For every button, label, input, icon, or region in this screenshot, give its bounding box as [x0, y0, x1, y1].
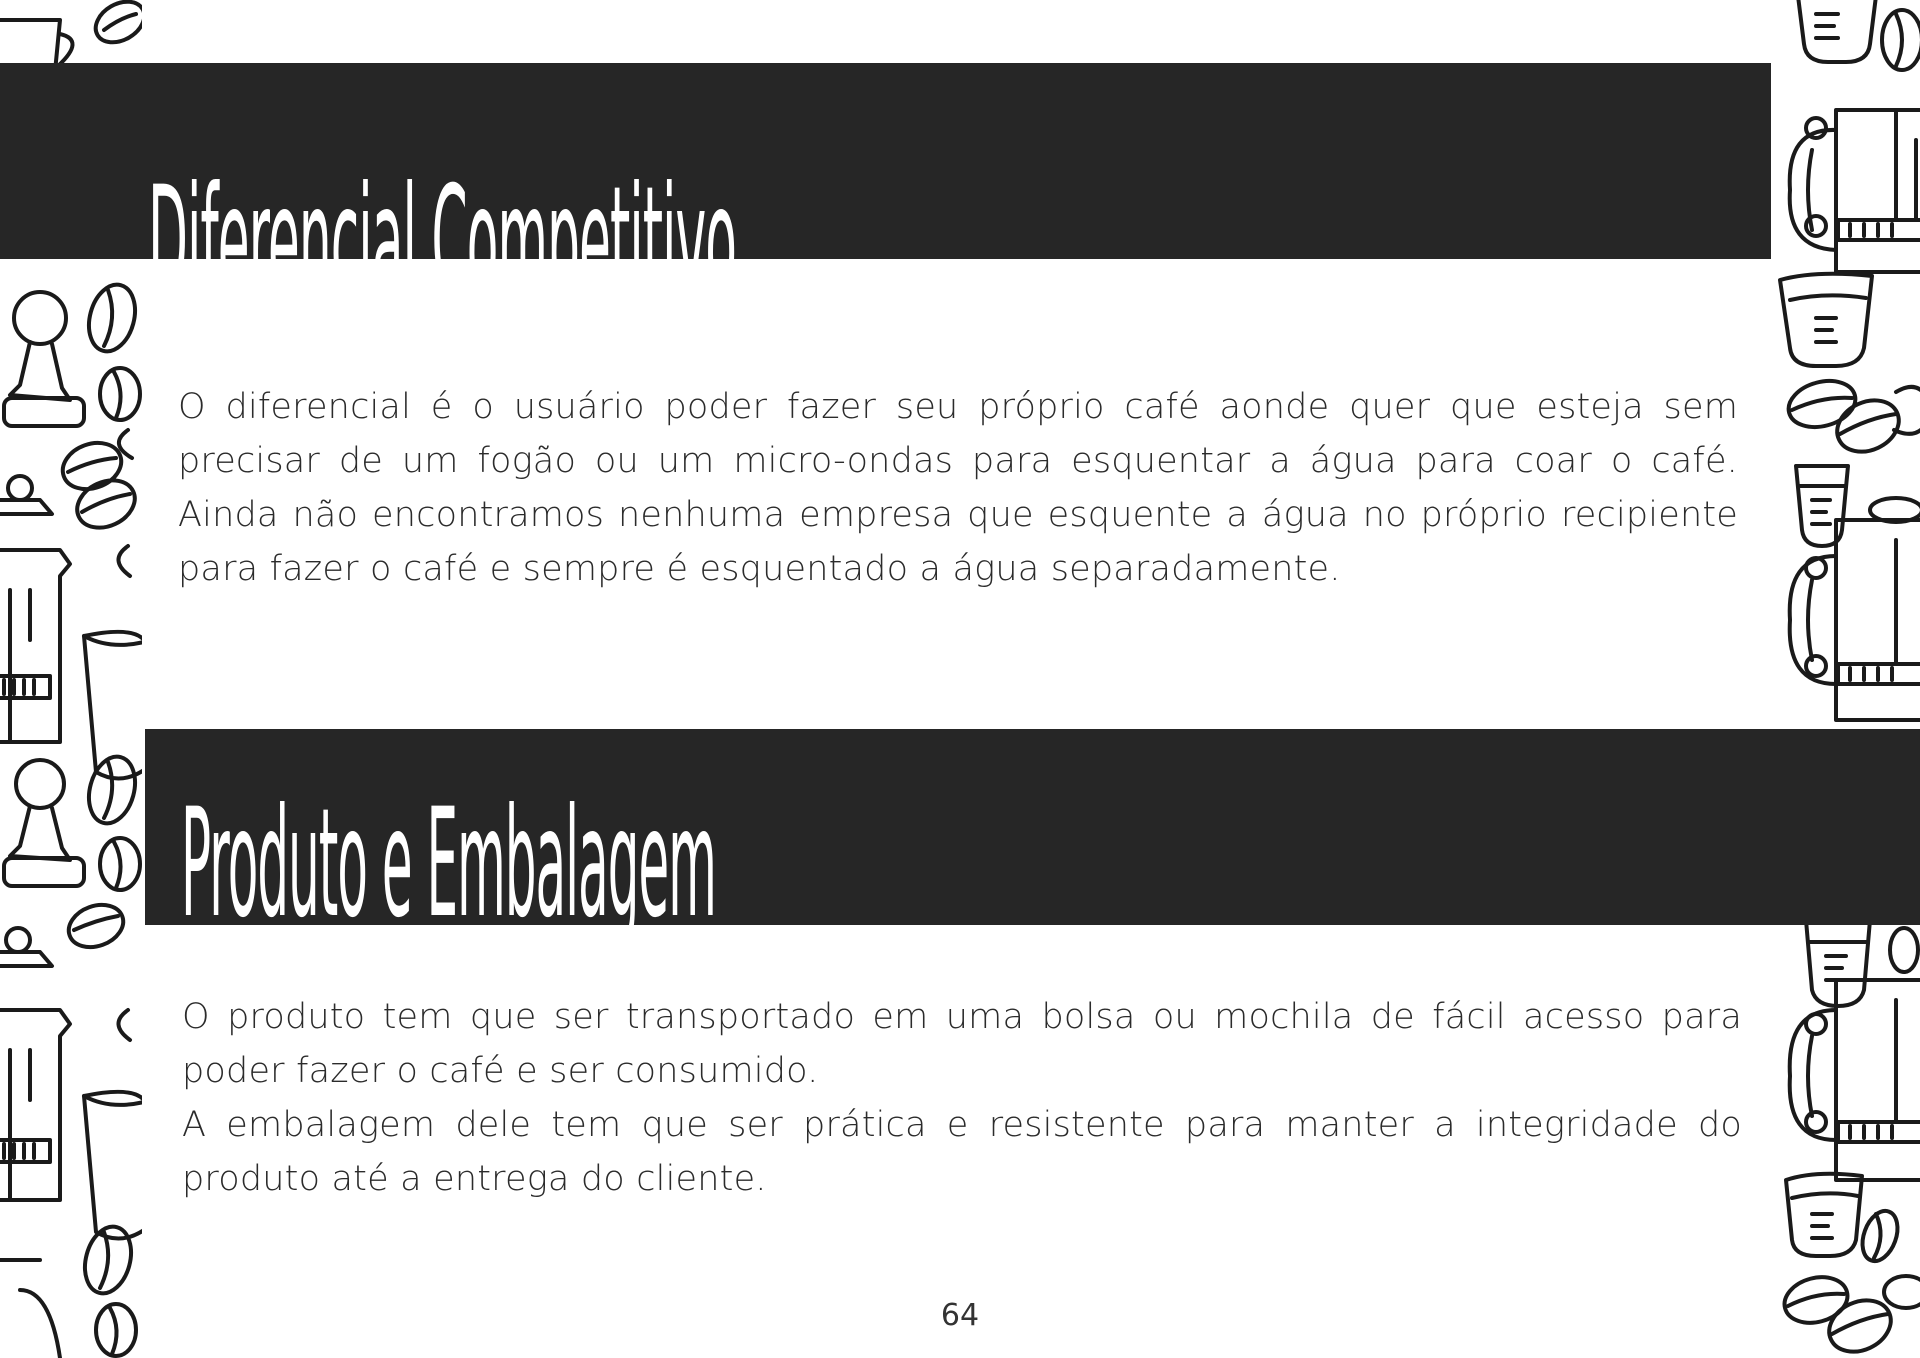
measuring-glass-icon: [1786, 1174, 1862, 1256]
measuring-glass-icon: [1796, 466, 1848, 546]
french-press-icon: [0, 928, 70, 1200]
section-banner-produto: [145, 729, 1920, 951]
french-press-icon: [1790, 498, 1920, 720]
measuring-glass-icon: [1780, 274, 1872, 366]
coffee-cup-icon: [84, 1092, 142, 1239]
section-title: Produto e Embalagem: [181, 775, 716, 951]
section-banner-diferencial: [0, 63, 1771, 329]
coffee-bean-icon: [1783, 374, 1920, 461]
coffee-bean-icon: [0, 1221, 138, 1358]
french-press-icon: [0, 476, 70, 742]
section-body-produto: [182, 990, 1742, 1206]
coffee-bean-icon: [82, 279, 142, 458]
french-press-icon: [1790, 110, 1920, 272]
body-paragraph: A embalagem dele tem que ser prática e resistente para manter a integridade do produto até a entrega do cliente.: [182, 1105, 1742, 1199]
section-title: Diferencial Competitivo: [148, 153, 736, 329]
page-number: 64: [940, 1298, 980, 1333]
coffee-tamper-icon: [4, 292, 84, 426]
body-paragraph: O diferencial é o usuário poder fazer seu próprio café aonde quer que esteja sem precisar de um fogão ou um micro-ondas para esquentar a água para coar o café. Ainda não encontramos nenhuma empresa que esquente a água no próprio recipiente para fazer o café e sempre é esquentado a água separadamente.: [178, 387, 1738, 589]
coffee-bean-icon: [88, 0, 142, 51]
coffee-tamper-icon: [4, 760, 84, 886]
coffee-bean-icon: [63, 751, 142, 1040]
right-decorative-border: [1776, 0, 1920, 1358]
coffee-bean-icon: [1779, 1206, 1920, 1358]
section-body-diferencial: [178, 380, 1738, 596]
measuring-glass-icon: [1798, 0, 1876, 62]
body-paragraph: O produto tem que ser transportado em uma bolsa ou mochila de fácil acesso para poder fazer o café e ser consumido.: [182, 997, 1742, 1091]
coffee-bean-icon: [1882, 10, 1920, 70]
